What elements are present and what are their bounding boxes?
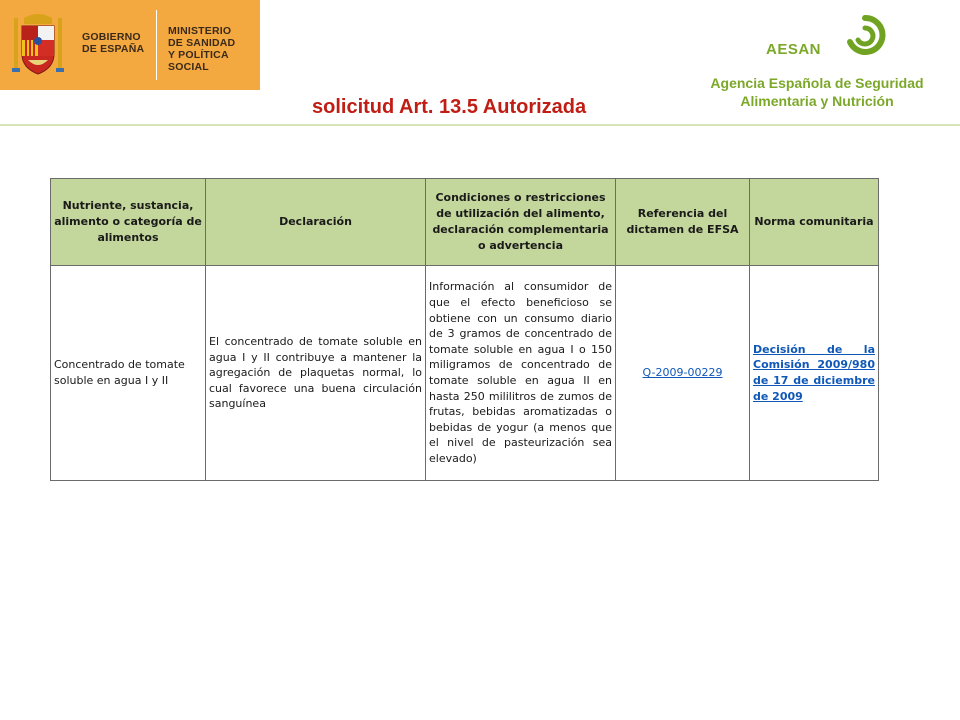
coat-of-arms-icon — [8, 8, 68, 80]
cell-conditions: Información al consumidor de que el efecto beneficioso se obtiene con un consumo diario de 3 gramos de concentrado de tomate soluble en agua I o 150 miligramos de concentrado de tomate soluble en agua II en hasta 250 mililitros de zumos de frutas, bebidas aromatizadas o bebidas de yogur (a menos que el nivel de pasteurización sea elevado) — [426, 266, 616, 481]
cell-claim: El concentrado de tomate soluble en agua I y II contribuye a mantener la agregación de plaquetas normal, lo cual favorece una buena circulación sanguínea — [206, 266, 426, 481]
table-row — [51, 266, 879, 481]
efsa-reference-link[interactable]: Q-2009-00229 — [642, 366, 723, 380]
cell-nutrient: Concentrado de tomate soluble en agua I y II — [51, 266, 206, 481]
aesan-label: AESAN — [766, 41, 822, 58]
aesan-logo-icon — [842, 12, 888, 62]
ministry-name: MINISTERIO DE SANIDAD Y POLÍTICA SOCIAL — [168, 25, 236, 73]
gov-org-name: GOBIERNO DE ESPAÑA — [82, 31, 145, 55]
table-header-row — [51, 179, 879, 266]
agency-name: Agencia Española de Seguridad Alimentaria y Nutrición — [710, 75, 924, 109]
claims-table — [50, 178, 879, 481]
cell-regulation — [750, 266, 879, 481]
header-divider — [0, 124, 960, 126]
header-nutrient: Nutriente, sustancia, alimento o categoría de alimentos — [51, 179, 206, 266]
banner-divider — [156, 10, 157, 80]
cell-efsa-reference — [616, 266, 750, 481]
header-efsa-reference: Referencia del dictamen de EFSA — [616, 179, 750, 266]
regulation-link[interactable]: Decisión de la Comisión 2009/980 de 17 de diciembre de 2009 — [753, 342, 875, 403]
header-claim: Declaración — [206, 179, 426, 266]
government-banner — [0, 0, 260, 90]
header-conditions: Condiciones o restricciones de utilización del alimento, declaración complementaria o advertencia — [426, 179, 616, 266]
header-regulation: Norma comunitaria — [750, 179, 879, 266]
page-title: solicitud Art. 13.5 Autorizada — [312, 96, 587, 118]
